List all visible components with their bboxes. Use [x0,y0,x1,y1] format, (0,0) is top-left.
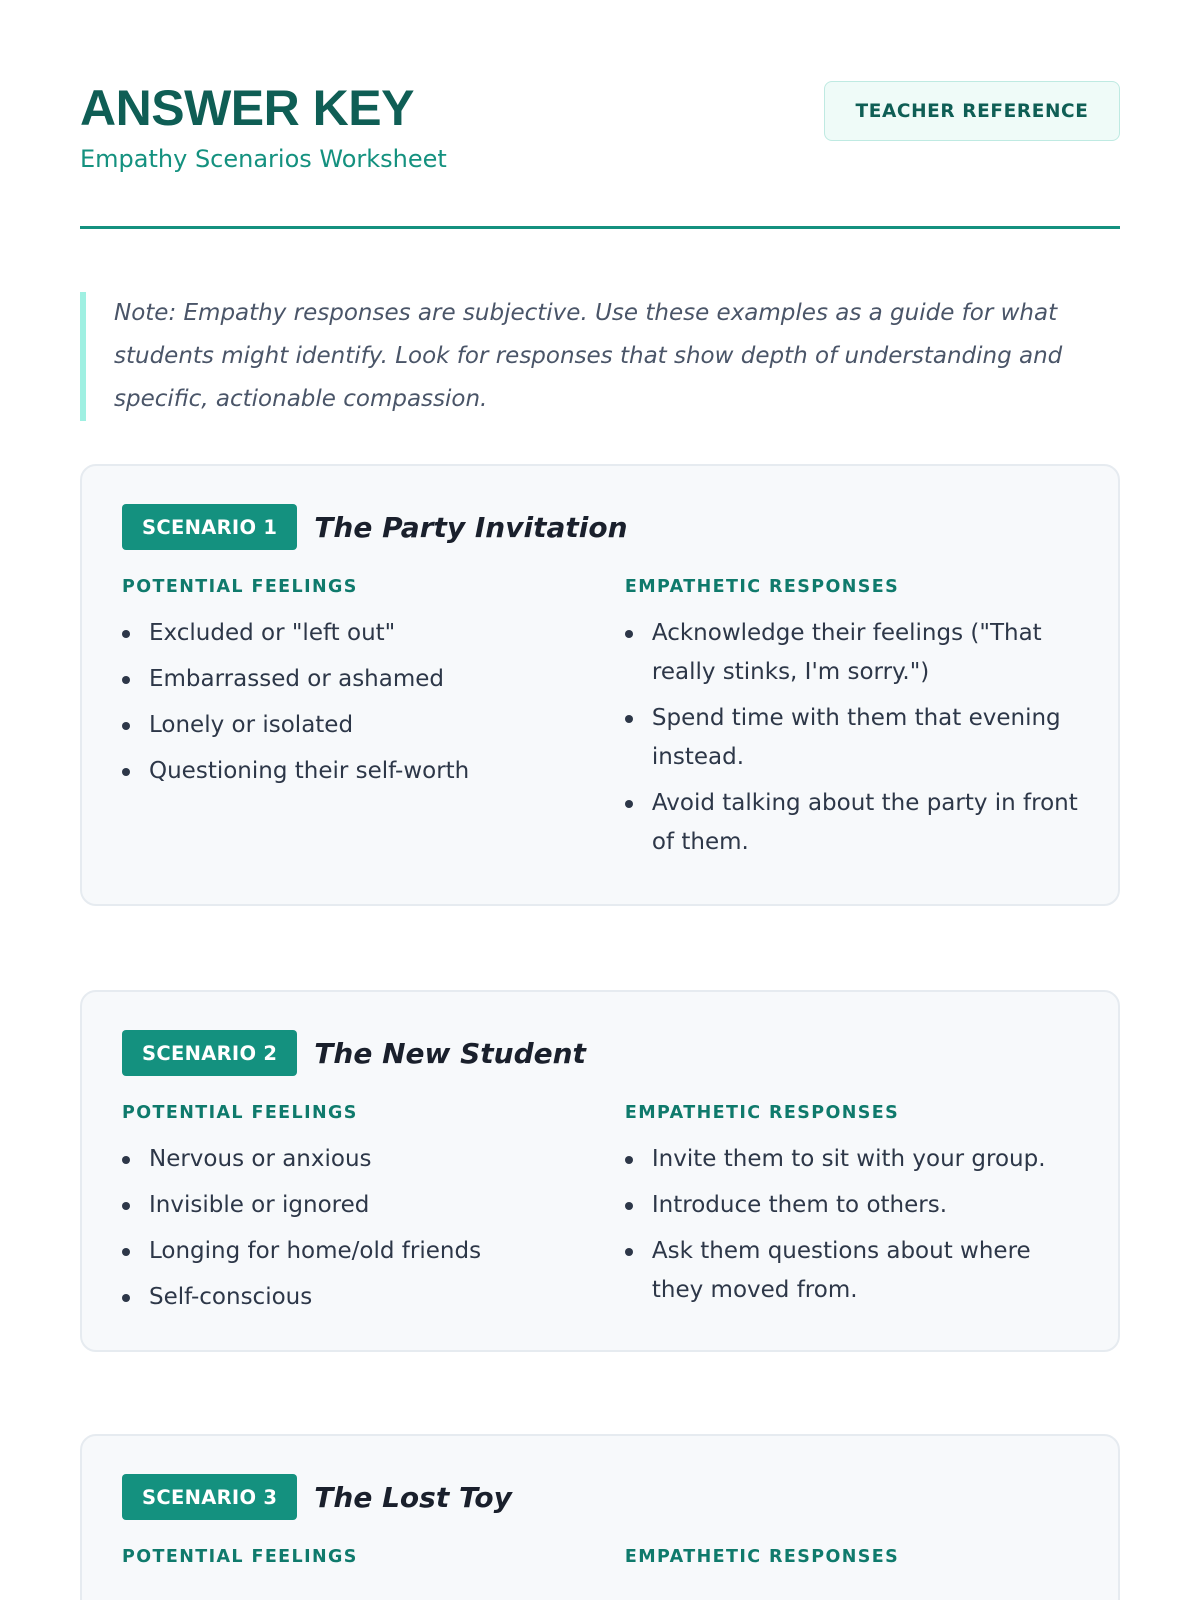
scenario-card [80,990,1120,1352]
responses-label: EMPATHETIC RESPONSES [624,1103,900,1123]
teacher-note: Note: Empathy responses are subjective. Use these examples as a guide for what students might identify. Look for responses that show depth of understanding and specific, actionable compassion. [80,292,1120,421]
list-item: Questioning their self-worth [122,752,625,791]
scenario-title: The Party Invitation [314,510,628,544]
scenario-header [122,1030,1078,1076]
teacher-reference-badge: TEACHER REFERENCE [824,81,1120,141]
feelings-column [122,1546,625,1584]
feelings-list [122,1140,625,1317]
feelings-column [122,1102,625,1324]
list-item: Introduce them to others. [625,1186,1078,1225]
feelings-label: POTENTIAL FEELINGS [122,1547,358,1567]
scenario-badge: SCENARIO 3 [122,1474,297,1520]
scenario-card [80,464,1120,906]
list-item: Excluded or "left out" [122,614,625,653]
scenario-header [122,1474,1078,1520]
responses-list [625,614,1078,862]
scenario-columns [122,1546,1078,1584]
list-item: Nervous or anxious [122,1140,625,1179]
feelings-column [122,576,625,869]
list-item: Embarrassed or ashamed [122,660,625,699]
page-header [80,78,1120,229]
responses-column [625,1546,1078,1584]
list-item: Invite them to sit with your group. [625,1140,1078,1179]
responses-column [625,1102,1078,1324]
list-item: Longing for home/old friends [122,1232,625,1271]
feelings-list [122,614,625,791]
list-item: Lonely or isolated [122,706,625,745]
page-subtitle: Empathy Scenarios Worksheet [80,145,447,173]
list-item: Self-conscious [122,1278,625,1317]
list-item: Avoid talking about the party in front of them. [625,784,1078,862]
scenario-columns [122,1102,1078,1324]
list-item: Ask them questions about where they moved from. [625,1232,1078,1310]
scenario-title: The New Student [314,1036,586,1070]
scenario-card [80,1434,1120,1600]
responses-label: EMPATHETIC RESPONSES [624,577,900,597]
list-item: Invisible or ignored [122,1186,625,1225]
feelings-label: POTENTIAL FEELINGS [122,577,358,597]
scenario-columns [122,576,1078,869]
responses-column [625,576,1078,869]
responses-list [625,1140,1078,1310]
responses-label: EMPATHETIC RESPONSES [624,1547,900,1567]
scenario-badge: SCENARIO 1 [122,504,297,550]
page-title: ANSWER KEY [80,80,414,136]
list-item: Acknowledge their feelings ("That really stinks, I'm sorry.") [625,614,1078,692]
scenario-badge: SCENARIO 2 [122,1030,297,1076]
scenario-title: The Lost Toy [314,1480,512,1514]
scenario-header [122,504,1078,550]
list-item: Spend time with them that evening instead. [625,699,1078,777]
feelings-label: POTENTIAL FEELINGS [122,1103,358,1123]
